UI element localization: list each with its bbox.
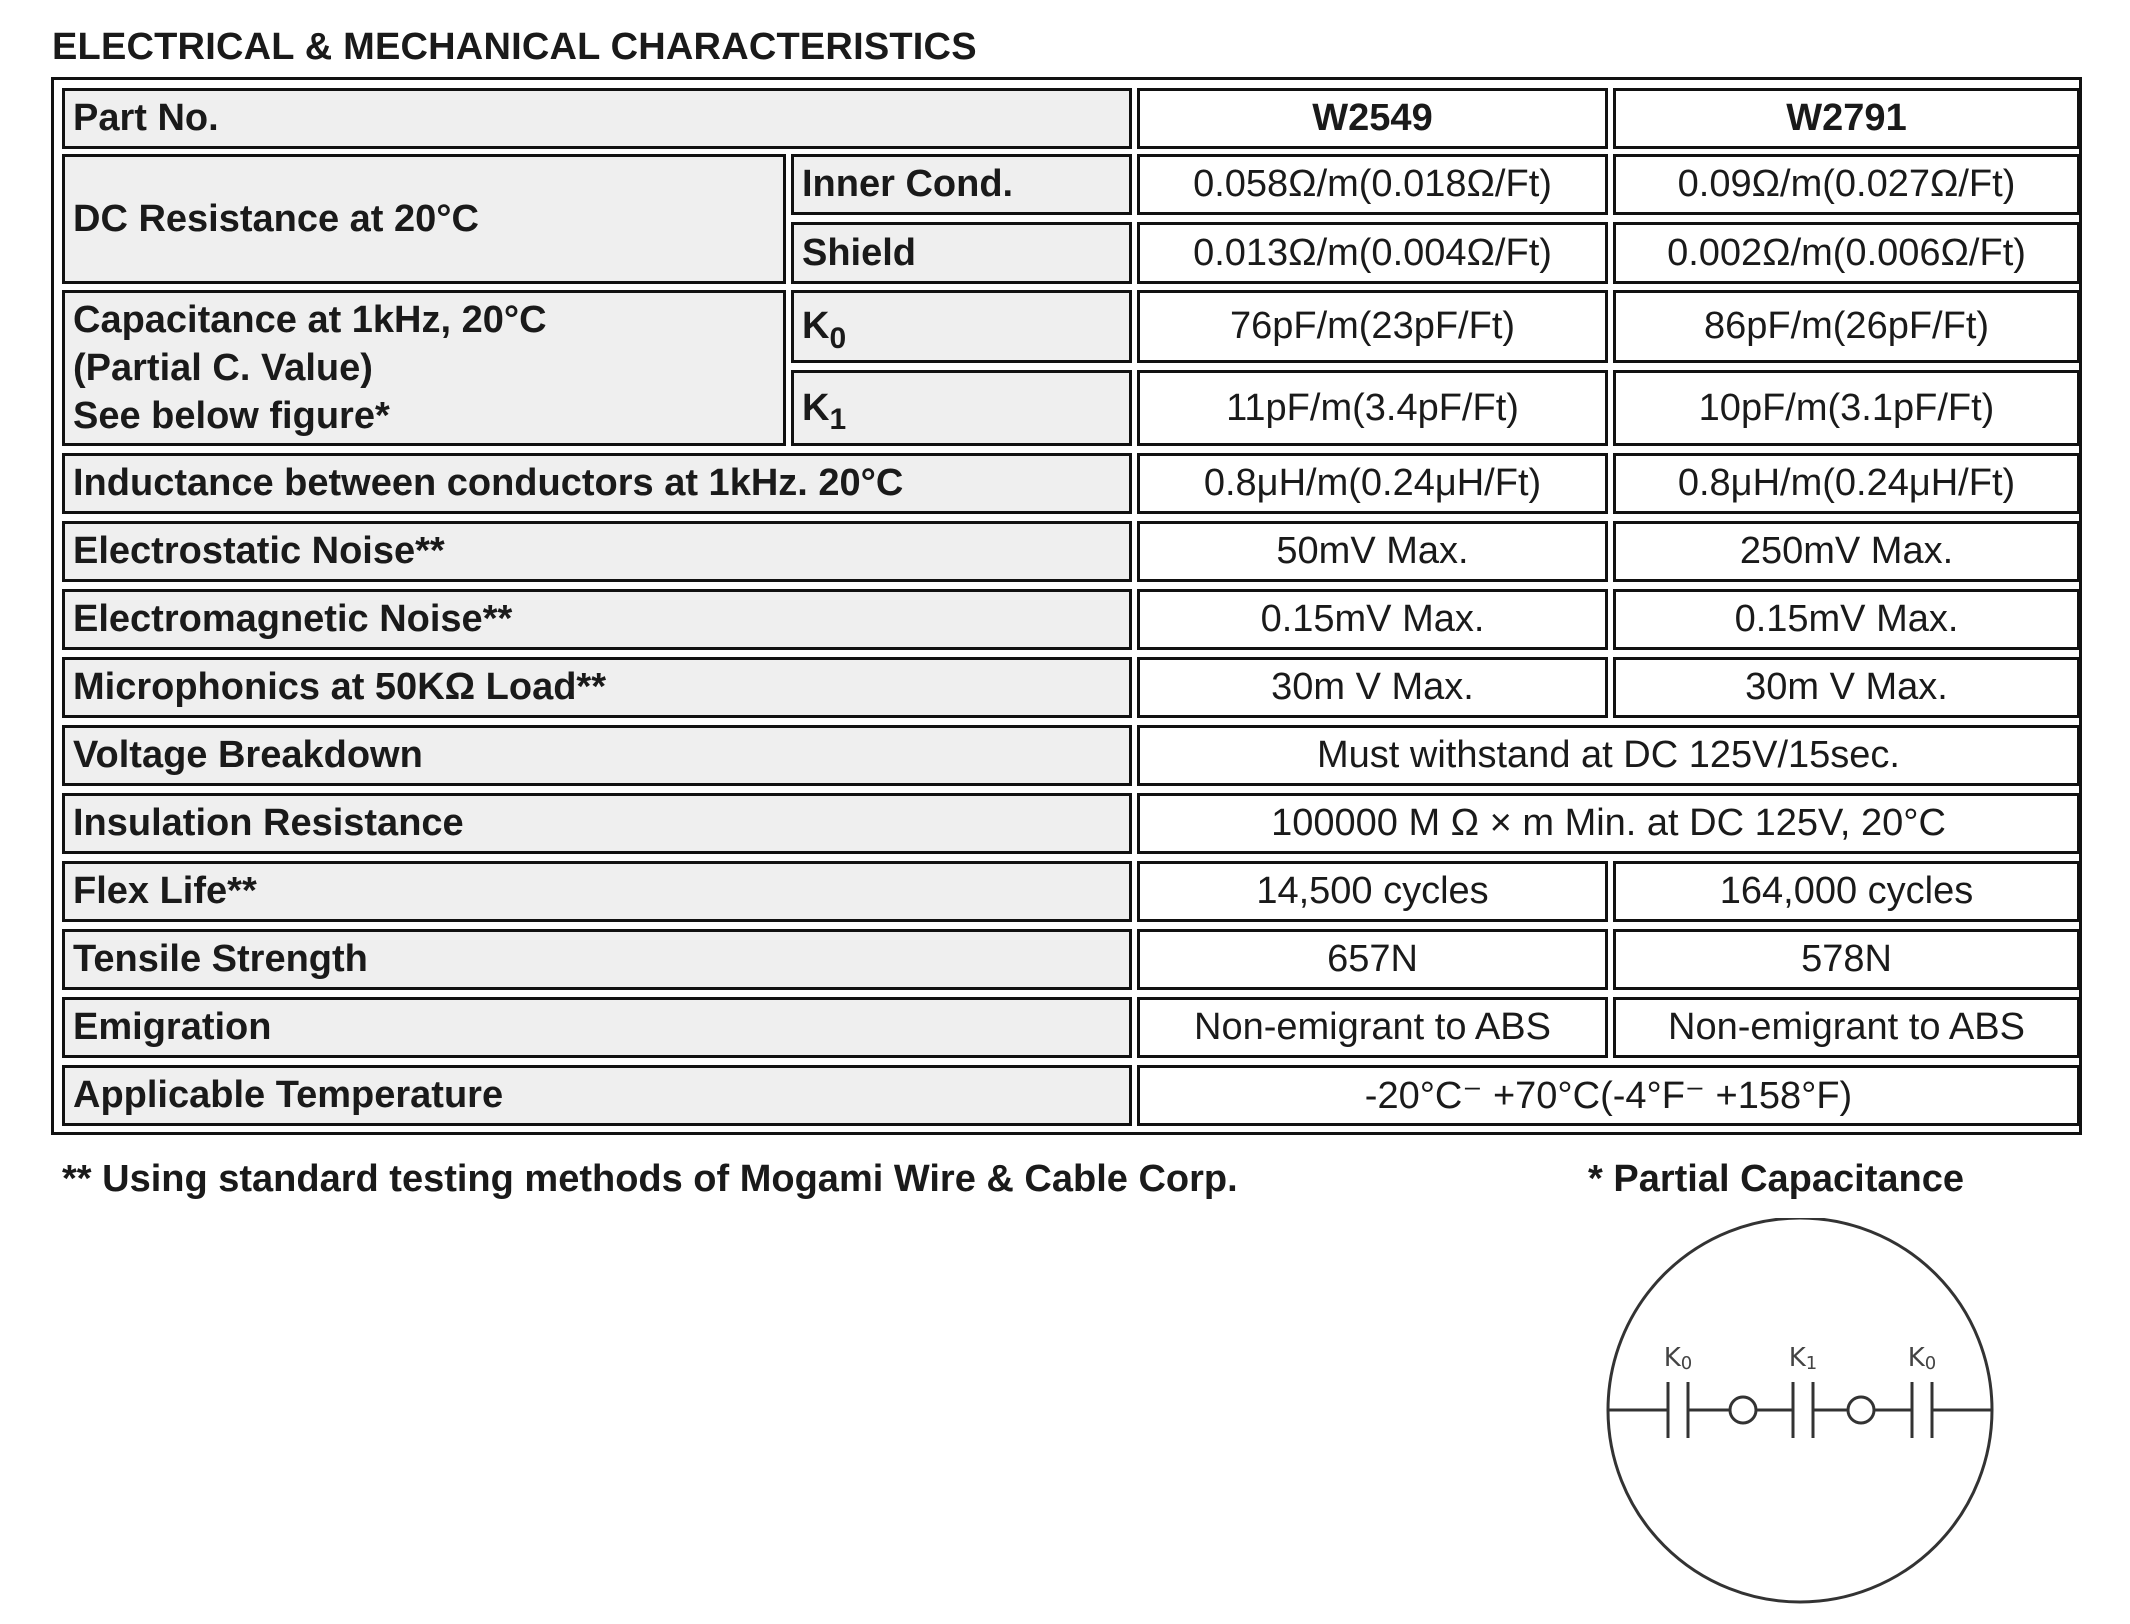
insulation-resistance-label: Insulation Resistance xyxy=(62,793,1132,854)
applicable-temperature-label: Applicable Temperature xyxy=(62,1065,1132,1126)
k0-label xyxy=(791,290,1132,363)
capacitance-label-line1: Capacitance at 1kHz, 20°C xyxy=(73,299,547,341)
electromagnetic-noise-w2549: 0.15mV Max. xyxy=(1137,589,1608,650)
k0-right-label: K0 xyxy=(1907,1343,1937,1374)
k1-label-figure: K1 xyxy=(1788,1343,1818,1374)
emigration-label: Emigration xyxy=(62,997,1132,1058)
page-title: ELECTRICAL & MECHANICAL CHARACTERISTICS xyxy=(52,26,977,68)
dc-resistance-label: DC Resistance at 20°C xyxy=(62,154,786,284)
k0-left-label: K0 xyxy=(1663,1343,1693,1374)
shield-w2549: 0.013Ω/m(0.004Ω/Ft) xyxy=(1137,222,1608,284)
figure-title: * Partial Capacitance xyxy=(1588,1158,1964,1200)
inductance-w2549: 0.8μH/m(0.24μH/Ft) xyxy=(1137,453,1608,514)
microphonics-label: Microphonics at 50KΩ Load** xyxy=(62,657,1132,718)
k1-letter: K xyxy=(802,386,830,429)
flex-life-label: Flex Life** xyxy=(62,861,1132,922)
characteristics-table xyxy=(51,77,2082,1135)
tensile-strength-label: Tensile Strength xyxy=(62,929,1132,990)
tensile-strength-w2791: 578N xyxy=(1613,929,2080,990)
electrostatic-noise-w2791: 250mV Max. xyxy=(1613,521,2080,582)
electromagnetic-noise-label: Electromagnetic Noise** xyxy=(62,589,1132,650)
capacitance-label-line3: See below figure* xyxy=(73,395,390,437)
k1-w2791: 10pF/m(3.1pF/Ft) xyxy=(1613,370,2080,446)
microphonics-w2549: 30m V Max. xyxy=(1137,657,1608,718)
k0-subscript: 0 xyxy=(829,321,847,355)
capacitor-network xyxy=(1608,1382,1992,1438)
capacitance-label-line2: (Partial C. Value) xyxy=(73,347,373,389)
part-no-label: Part No. xyxy=(62,88,1132,149)
k0-w2791: 86pF/m(26pF/Ft) xyxy=(1613,290,2080,363)
shield-w2791: 0.002Ω/m(0.006Ω/Ft) xyxy=(1613,222,2080,284)
tensile-strength-w2549: 657N xyxy=(1137,929,1608,990)
capacitance-label xyxy=(62,290,786,446)
voltage-breakdown-value: Must withstand at DC 125V/15sec. xyxy=(1137,725,2080,786)
voltage-breakdown-label: Voltage Breakdown xyxy=(62,725,1132,786)
inner-cond-label: Inner Cond. xyxy=(791,154,1132,215)
applicable-temperature-value: -20°C⁻ +70°C(-4°F⁻ +158°F) xyxy=(1137,1065,2080,1126)
electrostatic-noise-label: Electrostatic Noise** xyxy=(62,521,1132,582)
emigration-w2549: Non-emigrant to ABS xyxy=(1137,997,1608,1058)
inductance-w2791: 0.8μH/m(0.24μH/Ft) xyxy=(1613,453,2080,514)
electromagnetic-noise-w2791: 0.15mV Max. xyxy=(1613,589,2080,650)
microphonics-w2791: 30m V Max. xyxy=(1613,657,2080,718)
emigration-w2791: Non-emigrant to ABS xyxy=(1613,997,2080,1058)
k1-w2549: 11pF/m(3.4pF/Ft) xyxy=(1137,370,1608,446)
flex-life-w2549: 14,500 cycles xyxy=(1137,861,1608,922)
k1-subscript: 1 xyxy=(829,403,847,436)
k0-w2549: 76pF/m(23pF/Ft) xyxy=(1137,290,1608,363)
k0-letter: K xyxy=(802,305,830,347)
inner-cond-w2791: 0.09Ω/m(0.027Ω/Ft) xyxy=(1613,154,2080,215)
shield-label: Shield xyxy=(791,222,1132,284)
footnote: ** Using standard testing methods of Mogami Wire & Cable Corp. xyxy=(62,1158,1238,1200)
k1-label xyxy=(791,370,1132,446)
insulation-resistance-value: 100000 M Ω × m Min. at DC 125V, 20°C xyxy=(1137,793,2080,854)
partial-capacitance-figure xyxy=(1600,1218,2020,1618)
electrostatic-noise-w2549: 50mV Max. xyxy=(1137,521,1608,582)
part-no-w2791: W2791 xyxy=(1613,88,2080,149)
part-no-w2549: W2549 xyxy=(1137,88,1608,149)
inner-cond-w2549: 0.058Ω/m(0.018Ω/Ft) xyxy=(1137,154,1608,215)
inductance-label: Inductance between conductors at 1kHz. 20°C xyxy=(62,453,1132,514)
flex-life-w2791: 164,000 cycles xyxy=(1613,861,2080,922)
